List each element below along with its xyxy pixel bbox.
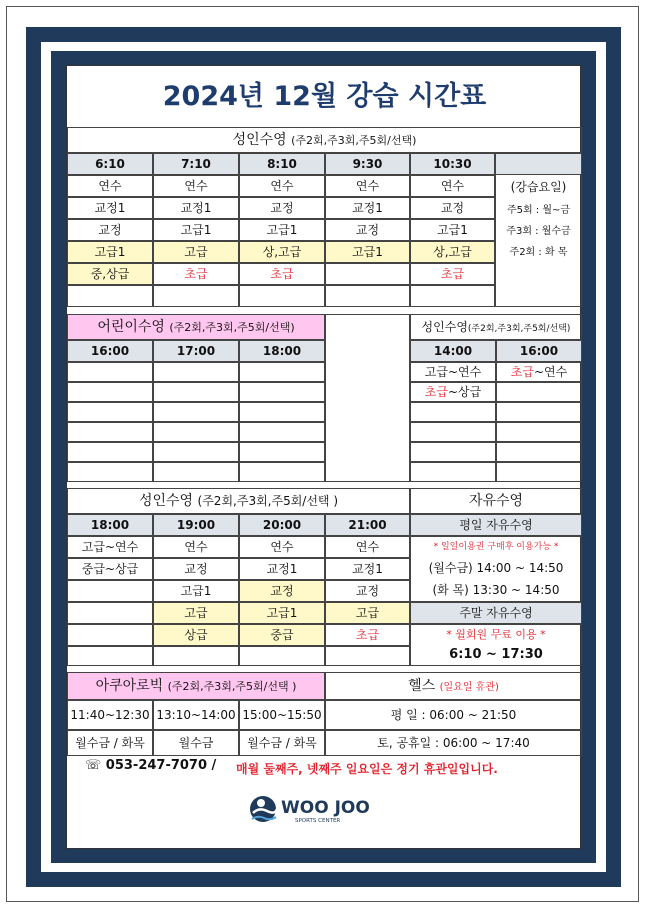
adult3-empty-cell <box>325 646 410 666</box>
adult3-heading-note: (주2회,주3회,주5회/선택 ) <box>197 494 339 508</box>
adult1-time-cell: 9:30 <box>325 153 410 175</box>
free-weekday-note: * 일일이용권 구매후 이용가능 * <box>433 542 559 552</box>
adult1-class-cell <box>325 263 410 285</box>
adult1-empty-cell <box>239 285 325 307</box>
health-note: (일요일 휴관) <box>439 682 499 693</box>
kids-empty-cell <box>239 422 325 442</box>
adult2-class-cell <box>496 362 582 382</box>
adult3-class-cell: 교정1 <box>239 558 325 580</box>
adult1-class-cell: 교정1 <box>67 197 153 219</box>
adult3-empty-cell <box>239 646 325 666</box>
adult2-class-cell <box>410 442 496 462</box>
adult2-heading-note: (주2회,주3회,주5회/선택) <box>467 324 571 334</box>
middle-blank-box <box>325 314 410 482</box>
adult2-heading: 성인수영 <box>421 320 468 334</box>
adult1-class-cell: 교정1 <box>325 197 410 219</box>
adult2-class-cell <box>496 382 582 402</box>
adult3-class-cell: 고급1 <box>239 602 325 624</box>
adult3-class-cell: 중급 <box>239 624 325 646</box>
adult1-class-cell: 초급 <box>239 263 325 285</box>
swimmer-icon <box>250 796 277 822</box>
adult2-class-cell <box>410 382 496 402</box>
adult2-header <box>410 314 582 340</box>
adult3-class-cell: 중급~상급 <box>67 558 153 580</box>
kids-time-cell: 17:00 <box>153 340 239 362</box>
free-weekday-mwf: (월수금) 14:00 ~ 14:50 <box>428 561 564 575</box>
free-weekend-title: 주말 자유수영 <box>410 602 582 624</box>
adult2-time-cell: 14:00 <box>410 340 496 362</box>
kids-heading-note: (주2회,주3회,주5회/선택) <box>169 321 295 334</box>
adult2-class-cell <box>496 462 582 482</box>
adult1-class-cell: 상,고급 <box>410 241 495 263</box>
adult1-class-cell: 중,상급 <box>67 263 153 285</box>
health-weekday: 평 일 : 06:00 ~ 21:50 <box>325 700 582 730</box>
logo <box>249 789 399 829</box>
adult1-class-cell: 교정 <box>325 219 410 241</box>
adult1-time-cell: 7:10 <box>153 153 239 175</box>
adult2-class-cell <box>410 462 496 482</box>
adult1-class-cell: 연수 <box>325 175 410 197</box>
kids-empty-cell <box>239 402 325 422</box>
adult1-heading: 성인수영 <box>232 132 287 148</box>
adult1-class-cell: 고급1 <box>67 241 153 263</box>
free-weekday-title: 평일 자유수영 <box>410 514 582 536</box>
adult1-class-cell: 상,고급 <box>239 241 325 263</box>
adult1-header <box>67 127 582 153</box>
adult3-time-cell: 19:00 <box>153 514 239 536</box>
adult3-class-cell: 고급 <box>153 602 239 624</box>
health-heading: 헬스 <box>408 678 436 694</box>
aqua-heading-note: (주2회,주3회,주5회/선택 ) <box>167 680 297 693</box>
adult3-class-cell: 상급 <box>153 624 239 646</box>
adult1-class-cell: 연수 <box>67 175 153 197</box>
free-weekend-note: * 월회원 무료 이용 * <box>446 628 546 641</box>
adult1-empty-cell <box>325 285 410 307</box>
adult1-class-cell: 고급1 <box>410 219 495 241</box>
adult3-empty-cell <box>67 646 153 666</box>
adult2-class-cell <box>496 442 582 462</box>
kids-empty-cell <box>153 382 239 402</box>
kids-heading: 어린이수영 <box>97 319 165 335</box>
kids-empty-cell <box>239 442 325 462</box>
adult1-class-cell: 연수 <box>239 175 325 197</box>
adult1-class-cell: 교정 <box>239 197 325 219</box>
adult3-time-cell: 21:00 <box>325 514 410 536</box>
aqua-heading: 아쿠아로빅 <box>95 678 164 694</box>
kids-header <box>67 314 325 340</box>
health-weekend: 토, 공휴일 : 06:00 ~ 17:40 <box>325 730 582 756</box>
aqua-time-cell: 15:00~15:50 <box>239 700 325 730</box>
aqua-days-cell: 월수금 <box>153 730 239 756</box>
adult1-class-cell: 연수 <box>410 175 495 197</box>
closure-note: 매월 둘째주, 넷째주 일요일은 정기 휴관일입니다. <box>236 762 498 776</box>
adult3-class-cell: 연수 <box>153 536 239 558</box>
kids-empty-cell <box>153 442 239 462</box>
adult3-empty-cell <box>153 646 239 666</box>
aqua-days-cell: 월수금 / 화목 <box>239 730 325 756</box>
kids-empty-cell <box>67 402 153 422</box>
adult1-class-cell: 고급1 <box>153 219 239 241</box>
kids-empty-cell <box>67 462 153 482</box>
aqua-time-cell: 11:40~12:30 <box>67 700 153 730</box>
kids-empty-cell <box>239 462 325 482</box>
adult1-heading-note: (주2회,주3회,주5회/선택) <box>291 134 417 147</box>
level-range-label: ~연수 <box>533 365 568 379</box>
aqua-header <box>67 672 325 700</box>
schedule-sheet <box>66 65 581 849</box>
adult3-class-cell: 고급1 <box>153 580 239 602</box>
level-range-label: ~상급 <box>447 385 482 399</box>
logo-main: WOO JOO <box>281 798 370 818</box>
adult3-class-cell: 고급~연수 <box>67 536 153 558</box>
kids-empty-cell <box>67 382 153 402</box>
adult1-time-cell: 6:10 <box>67 153 153 175</box>
kids-empty-cell <box>239 362 325 382</box>
adult3-class-cell: 교정 <box>239 580 325 602</box>
adult3-class-cell: 교정1 <box>325 558 410 580</box>
page-title: 2024년 12월 강습 시간표 <box>162 81 487 112</box>
beginner-label: 초급 <box>510 365 534 379</box>
adult3-class-cell: 교정 <box>325 580 410 602</box>
adult3-class-cell <box>67 602 153 624</box>
adult2-time-cell: 16:00 <box>496 340 582 362</box>
adult3-class-cell: 교정 <box>153 558 239 580</box>
adult1-class-cell: 초급 <box>153 263 239 285</box>
adult3-class-cell: 초급 <box>325 624 410 646</box>
adult2-class-cell <box>410 402 496 422</box>
adult3-class-cell: 연수 <box>239 536 325 558</box>
beginner-label: 초급 <box>424 385 448 399</box>
free-weekend-time: 6:10 ~ 17:30 <box>449 647 543 662</box>
adult1-days-head <box>495 153 582 175</box>
adult3-header <box>67 488 410 514</box>
adult1-class-cell: 고급 <box>153 241 239 263</box>
adult1-class-cell: 연수 <box>153 175 239 197</box>
free-header: 자유수영 <box>410 488 582 514</box>
adult1-class-cell: 고급1 <box>325 241 410 263</box>
adult1-class-cell: 초급 <box>410 263 495 285</box>
aqua-time-cell: 13:10~14:00 <box>153 700 239 730</box>
adult3-heading: 성인수영 <box>138 493 194 509</box>
health-header <box>325 672 582 700</box>
kids-empty-cell <box>67 442 153 462</box>
aqua-days-cell: 월수금 / 화목 <box>67 730 153 756</box>
adult3-time-cell: 20:00 <box>239 514 325 536</box>
adult1-days-2: 주2회 : 화 목 <box>509 247 568 258</box>
adult3-class-cell <box>67 624 153 646</box>
kids-time-cell: 16:00 <box>67 340 153 362</box>
adult1-days-title: (강습요일) <box>510 180 567 194</box>
adult1-class-cell: 교정 <box>410 197 495 219</box>
adult1-days-3: 주3회 : 월수금 <box>506 226 571 237</box>
adult1-empty-cell <box>67 285 153 307</box>
kids-time-cell: 18:00 <box>239 340 325 362</box>
adult3-class-cell <box>67 580 153 602</box>
adult1-time-cell: 8:10 <box>239 153 325 175</box>
adult1-class-cell: 교정 <box>67 219 153 241</box>
kids-empty-cell <box>153 402 239 422</box>
kids-empty-cell <box>67 422 153 442</box>
adult1-empty-cell <box>153 285 239 307</box>
adult2-class-cell <box>410 422 496 442</box>
adult1-class-cell: 고급1 <box>239 219 325 241</box>
adult2-class-cell <box>496 402 582 422</box>
kids-empty-cell <box>153 462 239 482</box>
adult2-class-cell <box>496 422 582 442</box>
adult1-days-5: 주5회 : 월~금 <box>506 205 571 216</box>
kids-empty-cell <box>153 362 239 382</box>
phone-number: ☏ 053-247-7070 / <box>85 758 217 773</box>
kids-empty-cell <box>239 382 325 402</box>
kids-empty-cell <box>153 422 239 442</box>
adult3-class-cell: 연수 <box>325 536 410 558</box>
adult2-class-cell: 고급~연수 <box>410 362 496 382</box>
adult3-time-cell: 18:00 <box>67 514 153 536</box>
adult1-empty-cell <box>410 285 495 307</box>
adult3-class-cell: 고급 <box>325 602 410 624</box>
kids-empty-cell <box>67 362 153 382</box>
logo-sub: SPORTS CENTER <box>295 818 341 824</box>
adult1-time-cell: 10:30 <box>410 153 495 175</box>
free-weekday-tt: (화 목) 13:30 ~ 14:50 <box>432 583 560 597</box>
adult1-class-cell: 교정1 <box>153 197 239 219</box>
